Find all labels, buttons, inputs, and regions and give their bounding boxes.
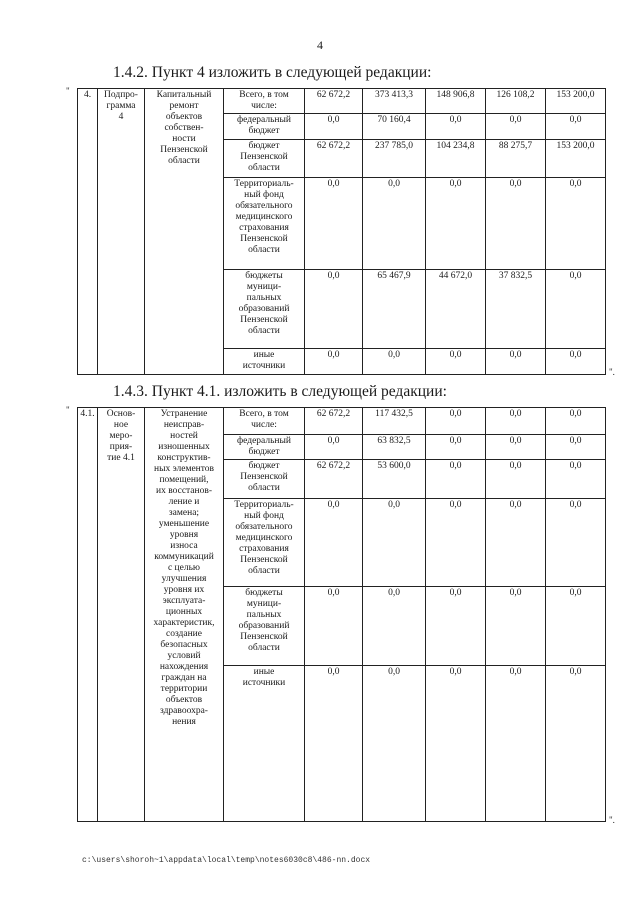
amount-cell: 44 672,0 [426, 270, 486, 349]
amount-cell: 0,0 [426, 460, 486, 499]
funding-source: федеральный бюджет [224, 114, 305, 140]
amount-cell: 117 432,5 [363, 408, 426, 435]
amount-cell: 0,0 [426, 114, 486, 140]
amount-cell: 0,0 [546, 270, 606, 349]
amount-cell: 0,0 [363, 349, 426, 375]
amount-cell: 0,0 [426, 499, 486, 587]
amount-cell: 0,0 [363, 666, 426, 822]
amount-cell: 153 200,0 [546, 140, 606, 178]
amount-cell: 0,0 [363, 587, 426, 666]
item-number: 4. [78, 89, 98, 375]
amount-cell: 0,0 [363, 499, 426, 587]
amount-cell: 0,0 [546, 408, 606, 435]
amount-cell: 0,0 [486, 587, 546, 666]
amount-cell: 0,0 [426, 666, 486, 822]
amount-cell: 0,0 [426, 435, 486, 460]
funding-source: Всего, в том числе: [224, 408, 305, 435]
file-path-footer: c:\users\shoroh~1\appdata\local\temp\notes6030c8\486-nn.docx [82, 856, 371, 865]
funding-source: иные источники [224, 349, 305, 375]
funding-source: Территориаль- ный фонд обязательного медицинского страхования Пензенской области [224, 178, 305, 270]
funding-source: бюджет Пензенской области [224, 140, 305, 178]
amount-cell: 0,0 [305, 349, 363, 375]
amount-cell: 0,0 [486, 499, 546, 587]
amount-cell: 0,0 [305, 270, 363, 349]
amount-cell: 0,0 [486, 114, 546, 140]
amount-cell: 70 160,4 [363, 114, 426, 140]
funding-source: бюджет Пензенской области [224, 460, 305, 499]
close-quote-2: ". [609, 815, 615, 825]
amount-cell: 53 600,0 [363, 460, 426, 499]
amount-cell: 0,0 [546, 435, 606, 460]
amount-cell: 0,0 [546, 499, 606, 587]
budget-table-body-1 [78, 89, 606, 375]
funding-source: Территориаль- ный фонд обязательного медицинского страхования Пензенской области [224, 499, 305, 587]
amount-cell: 0,0 [305, 587, 363, 666]
budget-table-2 [77, 407, 606, 822]
open-quote-1: " [66, 86, 70, 96]
amount-cell: 0,0 [426, 587, 486, 666]
amount-cell: 104 234,8 [426, 140, 486, 178]
amount-cell: 0,0 [305, 499, 363, 587]
table-row [78, 408, 606, 435]
funding-source: Всего, в том числе: [224, 89, 305, 114]
amount-cell: 0,0 [546, 460, 606, 499]
amount-cell: 62 672,2 [305, 408, 363, 435]
amount-cell: 0,0 [305, 178, 363, 270]
amount-cell: 148 906,8 [426, 89, 486, 114]
item-description: Устранение неисправ- ностей изношенных конструктив- ных элементов помещений, их восстанов- ление и замена; уменьшение уровня износа коммуникаций с целью улучшения уровня их эксплуата- ционных характеристик, создание безопасных условий нахождения граждан на территории объектов здравоохра- нения [145, 408, 224, 822]
section-heading-1: 1.4.2. Пункт 4 изложить в следующей редакции: [113, 64, 432, 81]
amount-cell: 0,0 [546, 114, 606, 140]
amount-cell: 126 108,2 [486, 89, 546, 114]
amount-cell: 0,0 [486, 178, 546, 270]
amount-cell: 62 672,2 [305, 140, 363, 178]
close-quote-1: ". [609, 367, 615, 377]
amount-cell: 0,0 [305, 666, 363, 822]
amount-cell: 63 832,5 [363, 435, 426, 460]
amount-cell: 0,0 [546, 666, 606, 822]
amount-cell: 88 275,7 [486, 140, 546, 178]
amount-cell: 373 413,3 [363, 89, 426, 114]
amount-cell: 0,0 [426, 178, 486, 270]
amount-cell: 0,0 [486, 408, 546, 435]
amount-cell: 0,0 [486, 666, 546, 822]
funding-source: бюджеты муници- пальных образований Пензенской области [224, 270, 305, 349]
amount-cell: 0,0 [546, 178, 606, 270]
amount-cell: 0,0 [486, 349, 546, 375]
amount-cell: 0,0 [426, 408, 486, 435]
table-row [78, 89, 606, 114]
item-description: Капитальный ремонт объектов собствен- ности Пензенской области [145, 89, 224, 375]
amount-cell: 0,0 [305, 435, 363, 460]
item-kind: Подпро- грамма 4 [98, 89, 145, 375]
amount-cell: 0,0 [486, 435, 546, 460]
amount-cell: 153 200,0 [546, 89, 606, 114]
budget-table-body-2 [78, 408, 606, 822]
item-number: 4.1. [78, 408, 98, 822]
page-number: 4 [317, 38, 323, 52]
funding-source: федеральный бюджет [224, 435, 305, 460]
item-kind: Основ- ное меро- прия- тие 4.1 [98, 408, 145, 822]
amount-cell: 37 832,5 [486, 270, 546, 349]
amount-cell: 0,0 [546, 587, 606, 666]
amount-cell: 0,0 [486, 460, 546, 499]
amount-cell: 237 785,0 [363, 140, 426, 178]
amount-cell: 0,0 [305, 114, 363, 140]
amount-cell: 62 672,2 [305, 89, 363, 114]
funding-source: бюджеты муници- пальных образований Пензенской области [224, 587, 305, 666]
amount-cell: 0,0 [426, 349, 486, 375]
amount-cell: 62 672,2 [305, 460, 363, 499]
budget-table-1 [77, 88, 606, 375]
amount-cell: 0,0 [546, 349, 606, 375]
amount-cell: 65 467,9 [363, 270, 426, 349]
amount-cell: 0,0 [363, 178, 426, 270]
open-quote-2: " [66, 405, 70, 415]
section-heading-2: 1.4.3. Пункт 4.1. изложить в следующей редакции: [113, 383, 447, 400]
funding-source: иные источники [224, 666, 305, 822]
